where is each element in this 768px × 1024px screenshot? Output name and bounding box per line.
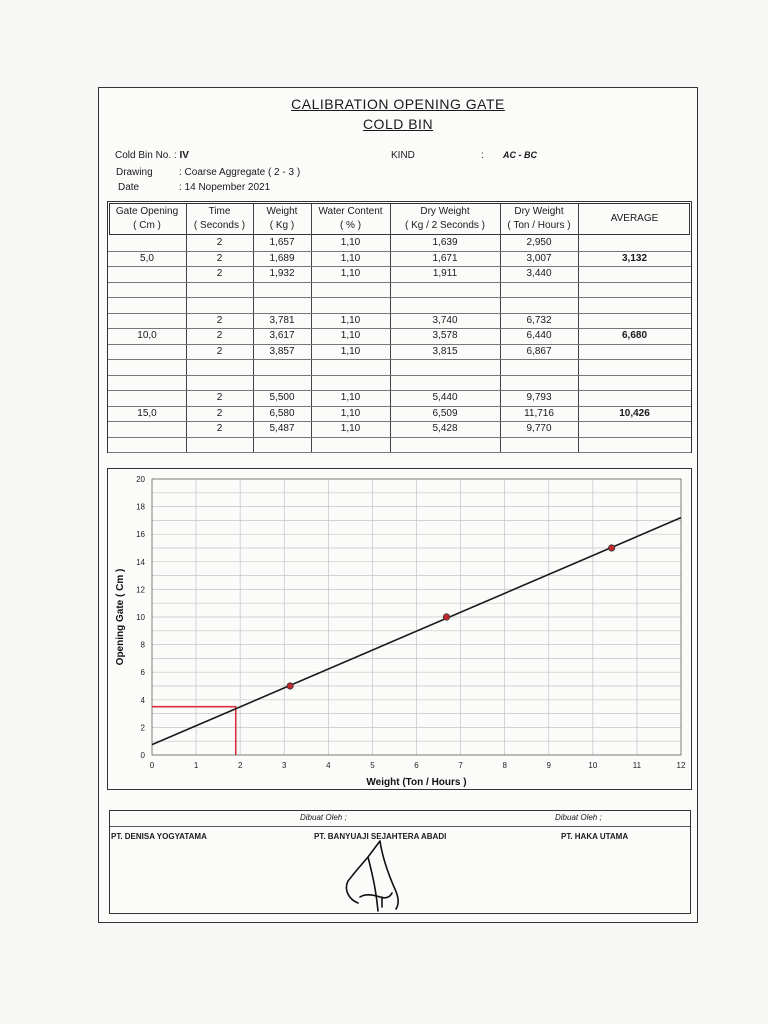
table-cell: 2 — [216, 268, 223, 279]
y-tick-label: 0 — [140, 751, 145, 760]
table-row-divider — [108, 437, 691, 438]
table-row-divider — [108, 359, 691, 360]
table-cell: 2 — [216, 407, 223, 419]
x-tick-label: 4 — [326, 761, 331, 770]
table-cell: 6,732 — [526, 314, 552, 326]
table-row-divider — [108, 452, 691, 453]
y-tick-label: 12 — [136, 585, 145, 595]
y-tick-label: 2 — [140, 723, 145, 733]
cold-bin-label: Cold Bin No. : — [115, 150, 177, 161]
table-header-cell: ( Kg / 2 Seconds ) — [404, 220, 486, 231]
signature-divider — [110, 826, 690, 827]
table-cell: 1,10 — [340, 268, 361, 279]
table-cell: 11,716 — [524, 407, 554, 419]
table-cell: 9,770 — [526, 423, 552, 434]
table-row-divider — [108, 375, 691, 376]
table-header-cell: Gate Opening — [115, 206, 179, 217]
table-cell: 1,932 — [269, 268, 295, 279]
x-tick-label: 12 — [676, 761, 686, 770]
table-header-cell: AVERAGE — [610, 213, 659, 224]
table-cell: 6,440 — [526, 330, 552, 341]
data-point — [608, 545, 614, 551]
company-name-2: PT. BANYUAJI SEJAHTERA ABADI — [314, 832, 447, 841]
average-cell: 6,680 — [621, 330, 648, 341]
table-cell: 2 — [216, 392, 223, 403]
company-name-3: PT. HAKA UTAMA — [561, 832, 629, 841]
dibuat-oleh-label-2: Dibuat Oleh ; — [555, 813, 602, 822]
x-tick-label: 11 — [632, 761, 642, 770]
table-header-cell: ( Seconds ) — [193, 220, 246, 231]
table-row-divider — [108, 282, 691, 283]
y-tick-label: 4 — [140, 695, 145, 705]
x-tick-label: 8 — [502, 761, 507, 770]
table-cell: 2 — [216, 237, 223, 248]
x-tick-label: 5 — [370, 761, 375, 770]
table-cell: 9,793 — [526, 392, 552, 403]
table-cell: 1,10 — [340, 345, 361, 357]
table-header-cell: Water Content — [318, 206, 383, 217]
y-tick-label: 16 — [136, 530, 145, 540]
table-header-cell: ( Cm ) — [133, 220, 161, 231]
x-tick-label: 3 — [282, 761, 287, 770]
company-name-1: PT. DENISA YOGYATAMA — [111, 832, 207, 841]
y-tick-label: 8 — [140, 640, 145, 650]
drawing-value: : Coarse Aggregate ( 2 - 3 ) — [179, 167, 301, 178]
x-tick-label: 1 — [193, 761, 199, 770]
table-row-divider — [108, 297, 691, 298]
dibuat-oleh-label-1: Dibuat Oleh ; — [300, 813, 347, 822]
table-header-cell: Weight — [266, 206, 298, 217]
drawing-label: Drawing — [116, 167, 153, 178]
x-axis-label: Weight (Ton / Hours ) — [366, 777, 467, 788]
table-cell: 3,617 — [269, 330, 295, 341]
table-cell: 3,815 — [432, 345, 458, 357]
x-tick-label: 10 — [588, 761, 598, 770]
table-header-cell: Dry Weight — [514, 206, 564, 217]
table-cell: 3,781 — [269, 314, 295, 326]
data-point — [287, 683, 293, 689]
y-tick-label: 14 — [136, 557, 145, 567]
average-cell: 3,132 — [621, 252, 648, 264]
table-cell: 1,671 — [432, 252, 458, 264]
kind-label: KIND — [391, 150, 415, 161]
table-cell: 2 — [216, 252, 223, 264]
x-tick-label: 9 — [546, 761, 551, 770]
table-cell: 1,657 — [269, 237, 295, 248]
table-cell: 1,689 — [269, 252, 295, 264]
y-axis-label: Opening Gate ( Cm ) — [115, 568, 126, 666]
table-cell: 5,428 — [432, 423, 458, 434]
table-cell: 5,500 — [269, 392, 295, 403]
x-tick-label: 7 — [458, 761, 463, 770]
table-header-cell: ( Kg ) — [269, 220, 295, 231]
table-cell: 1,10 — [340, 237, 361, 248]
calibration-table — [107, 201, 692, 453]
table-cell: 3,578 — [432, 330, 458, 341]
gate-opening-cell: 5,0 — [140, 252, 154, 264]
cold-bin-field — [115, 150, 189, 161]
table-cell: 2,950 — [526, 237, 552, 248]
date-label: Date — [118, 182, 140, 193]
date-value: : 14 Nopember 2021 — [179, 182, 271, 193]
table-cell: 1,10 — [340, 407, 361, 419]
table-cell: 5,487 — [269, 423, 295, 434]
table-cell: 3,440 — [526, 268, 552, 279]
table-cell: 3,007 — [526, 252, 552, 264]
kind-value: AC - BC — [503, 150, 537, 160]
x-tick-label: 2 — [237, 761, 243, 770]
table-header-cell: Dry Weight — [420, 206, 470, 217]
table-cell: 1,911 — [432, 268, 458, 279]
handwritten-signature — [338, 837, 408, 913]
x-tick-label: 6 — [414, 761, 419, 770]
table-cell: 6,867 — [526, 345, 552, 357]
table-cell: 1,10 — [340, 314, 361, 326]
y-tick-label: 10 — [136, 613, 145, 622]
x-tick-label: 0 — [149, 761, 155, 770]
table-header-cell: ( % ) — [339, 220, 362, 231]
calibration-chart — [107, 468, 692, 790]
table-cell: 2 — [216, 314, 223, 326]
chart-svg — [108, 469, 691, 789]
y-tick-label: 20 — [136, 475, 145, 484]
document-frame — [98, 87, 698, 923]
y-tick-label: 6 — [140, 668, 145, 678]
table-cell: 6,509 — [432, 407, 458, 419]
table-cell: 2 — [216, 345, 223, 357]
table-cell: 1,10 — [340, 330, 361, 341]
kind-separator: : — [481, 150, 484, 161]
table-cell: 1,639 — [432, 237, 458, 248]
gate-opening-cell: 15,0 — [137, 407, 157, 419]
table-cell: 6,580 — [269, 407, 295, 419]
y-tick-label: 18 — [136, 502, 145, 512]
table-cell: 2 — [216, 330, 223, 341]
document-title: CALIBRATION OPENING GATE — [291, 96, 505, 112]
table-cell: 3,857 — [269, 345, 295, 357]
table-cell: 1,10 — [340, 392, 361, 403]
cold-bin-value: IV — [179, 150, 189, 161]
table-cell: 3,740 — [432, 314, 458, 326]
gate-opening-cell: 10,0 — [137, 330, 157, 341]
table-cell: 1,10 — [340, 252, 361, 264]
table-cell: 5,440 — [432, 392, 458, 403]
table-header-cell: Time — [208, 206, 231, 217]
data-point — [443, 614, 449, 620]
signature-block — [109, 810, 691, 914]
table-header-cell: ( Ton / Hours ) — [507, 220, 571, 231]
table-cell: 2 — [216, 423, 223, 434]
table-cell: 1,10 — [340, 423, 361, 434]
average-cell: 10,426 — [619, 407, 650, 419]
document-subtitle: COLD BIN — [362, 116, 434, 132]
